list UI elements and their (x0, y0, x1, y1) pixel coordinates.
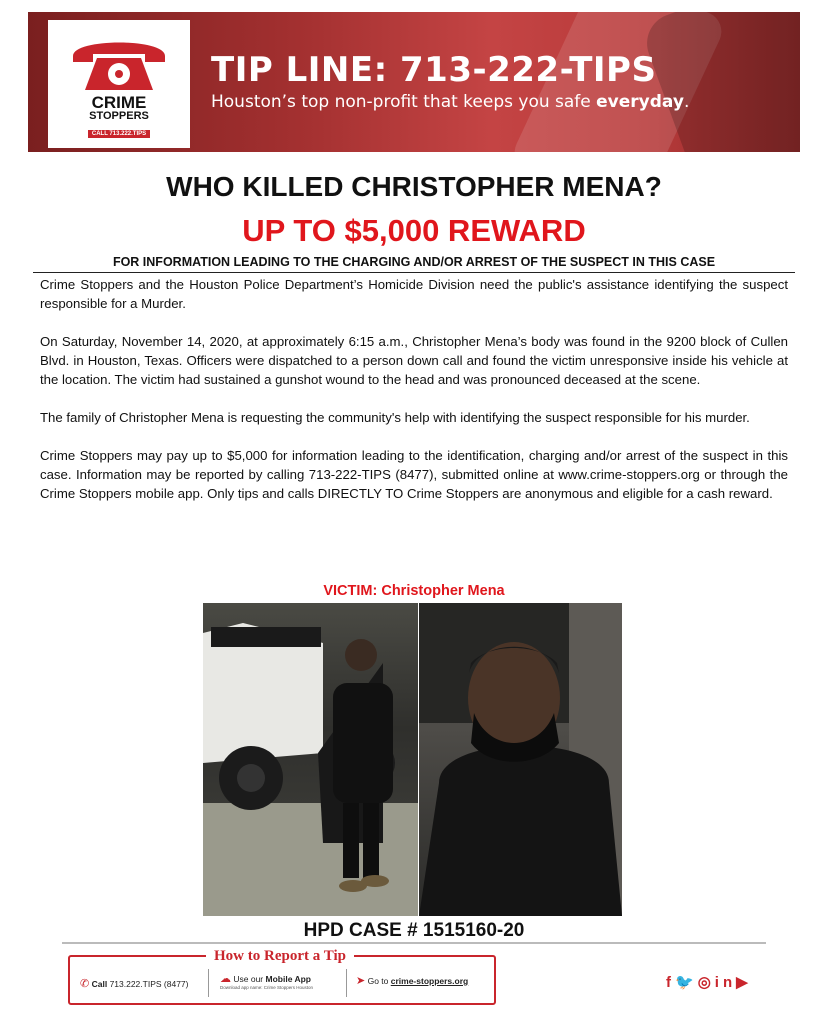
app-label: Mobile App (265, 974, 311, 984)
phone-icon: ✆ (80, 978, 90, 990)
app-text: Use our (233, 974, 266, 984)
tip-line-heading: TIP LINE: 713-222-TIPS (211, 50, 657, 90)
telephone-icon (67, 32, 171, 92)
website-option[interactable] (356, 974, 468, 987)
tagline-bold: everyday (596, 92, 684, 112)
instagram-icon[interactable]: ◎ (697, 974, 715, 991)
logo-text-stoppers: STOPPERS (89, 110, 149, 122)
youtube-icon[interactable]: ▶ (736, 974, 752, 991)
cloud-download-icon: ☁ (220, 973, 231, 985)
website-text: Go to (367, 976, 391, 986)
victim-photo-full (203, 603, 418, 916)
separator (346, 969, 347, 997)
case-number: HPD CASE # 1515160-20 (303, 920, 525, 941)
facebook-icon[interactable]: f (666, 974, 675, 991)
victim-photo-closeup (419, 603, 622, 916)
tagline (211, 92, 689, 112)
tagline-period: . (683, 92, 690, 112)
tagline-text: Houston’s top non-profit that keeps you safe (211, 92, 597, 112)
logo-text-crime: CRIME (91, 93, 147, 112)
linkedin-icon[interactable]: in (714, 974, 737, 991)
logo-call-badge: CALL 713.222.TIPS (88, 130, 150, 138)
call-label: Call (91, 979, 108, 989)
paragraph: Crime Stoppers may pay up to $5,000 for information leading to the identification, charging and/or arrest of the suspect in this case. Information may be reported by calling 713-222-TIPS (8477), submitted online at www.crime-stoppers.org or through the Crime Stoppers mobile app. Only tips and calls DIRECTLY TO Crime Stoppers are anonymous and eligible for a cash reward. (40, 448, 788, 501)
reward-subheading: FOR INFORMATION LEADING TO THE CHARGING AND/OR ARREST OF THE SUSPECT IN THIS CASE (112, 255, 716, 269)
mobile-app-option[interactable] (220, 972, 313, 990)
social-links (666, 973, 752, 991)
twitter-icon[interactable]: 🐦 (675, 974, 698, 991)
website-link[interactable]: crime-stoppers.org (390, 976, 469, 986)
footer-divider (62, 942, 766, 944)
paragraph: The family of Christopher Mena is requesting the community's help with identifying the suspect responsible for his murder. (40, 410, 750, 425)
reward-heading: UP TO $5,000 REWARD (242, 213, 586, 248)
report-tip-title: How to Report a Tip (206, 948, 354, 965)
location-arrow-icon: ➤ (356, 975, 366, 987)
victim-caption: VICTIM: Christopher Mena (323, 583, 505, 599)
paragraph: Crime Stoppers and the Houston Police Department’s Homicide Division need the public's assistance identifying the suspect responsible for a Murder. (40, 277, 788, 311)
paragraph: On Saturday, November 14, 2020, at approximately 6:15 a.m., Christopher Mena’s body was found in the 9200 block of Cullen Blvd. in Houston, Texas. Officers were dispatched to a person down call and found the victim unresponsive inside his vehicle at the location. The victim had sustained a gunshot wound to the head and was pronounced deceased at the scene. (40, 334, 788, 387)
body-text (40, 275, 788, 522)
page-title: WHO KILLED CHRISTOPHER MENA? (166, 171, 662, 202)
crime-stoppers-logo (48, 20, 190, 148)
call-number: 713.222.TIPS (8477) (109, 979, 189, 989)
separator (208, 969, 209, 997)
app-download-note: Download app name: Crime Stoppers Houston (220, 985, 314, 990)
call-option[interactable] (80, 977, 188, 990)
divider (33, 272, 795, 273)
